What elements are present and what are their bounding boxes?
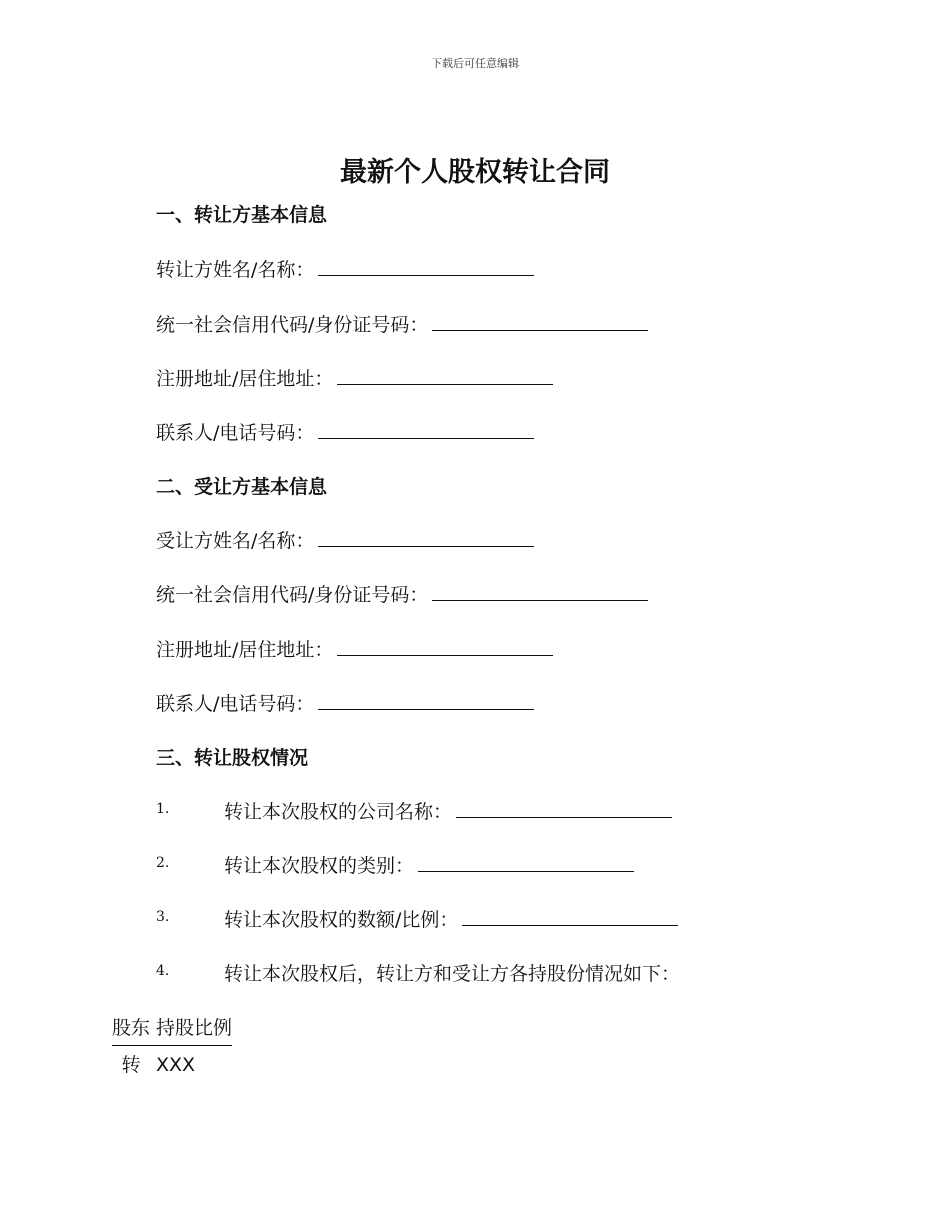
item-label: 转让本次股权的类别： [224, 855, 415, 877]
transferee-contact-field [156, 689, 534, 716]
field-label: 联系人/电话号码： [156, 693, 315, 715]
transferee-name-field [156, 526, 534, 553]
fill-blank[interactable] [432, 582, 648, 601]
fill-blank[interactable] [418, 853, 634, 872]
field-label: 受让方姓名/名称： [156, 530, 315, 552]
transferee-address-field [156, 635, 553, 662]
fill-blank[interactable] [337, 366, 553, 385]
shareholding-table [112, 1013, 232, 1080]
fill-blank[interactable] [318, 691, 534, 710]
item-number: 3. [156, 909, 170, 925]
section1-heading: 一、转让方基本信息 [156, 204, 328, 226]
field-label: 转让方姓名/名称： [156, 259, 315, 281]
equity-type-field [224, 851, 634, 878]
table-row [112, 1046, 232, 1080]
item-number: 4. [156, 963, 170, 979]
equity-amount-field [224, 905, 678, 932]
transferee-id-field [156, 580, 648, 607]
item-number: 1. [156, 801, 170, 817]
fill-blank[interactable] [462, 907, 678, 926]
fill-blank[interactable] [337, 637, 553, 656]
section3-heading: 三、转让股权情况 [156, 747, 309, 769]
page-header: 下载后可任意编辑 [431, 57, 519, 70]
table-header-row [112, 1013, 232, 1046]
header-ratio: 持股比例 [156, 1017, 233, 1039]
field-label: 注册地址/居住地址： [156, 639, 334, 661]
document-title: 最新个人股权转让合同 [340, 157, 610, 188]
section2-heading: 二、受让方基本信息 [156, 476, 328, 498]
field-label: 联系人/电话号码： [156, 422, 315, 444]
field-label: 注册地址/居住地址： [156, 368, 334, 390]
field-label: 统一社会信用代码/身份证号码： [156, 314, 429, 336]
item-label: 转让本次股权的数额/比例： [224, 909, 459, 931]
fill-blank[interactable] [432, 312, 648, 331]
fill-blank[interactable] [456, 799, 672, 818]
fill-blank[interactable] [318, 257, 534, 276]
transferor-id-field [156, 310, 648, 337]
transferor-contact-field [156, 418, 534, 445]
cell-ratio: XXX [156, 1054, 196, 1076]
fill-blank[interactable] [318, 420, 534, 439]
fill-blank[interactable] [318, 528, 534, 547]
transferor-name-field [156, 255, 534, 282]
cell-shareholder: 转 [121, 1054, 141, 1076]
item-label: 转让本次股权的公司名称： [224, 801, 453, 823]
header-shareholder: 股东 [112, 1017, 151, 1039]
shareholding-description: 转让本次股权后，转让方和受让方各持股份情况如下： [224, 963, 681, 985]
item-number: 2. [156, 855, 170, 871]
company-name-field [224, 797, 672, 824]
field-label: 统一社会信用代码/身份证号码： [156, 584, 429, 606]
transferor-address-field [156, 364, 553, 391]
